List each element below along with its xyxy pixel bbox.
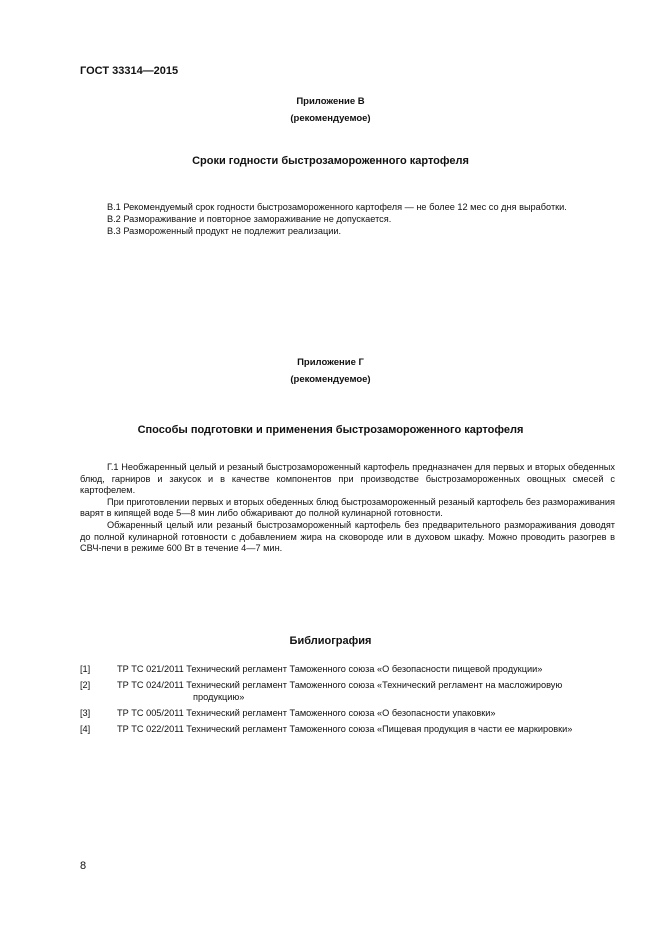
appendix-g-paragraph: Г.1 Необжаренный целый и резаный быстрозамороженный картофель предназначен для первых и вторых обеденных блюд, гарниров и закусок и в качестве компонентов при производстве быстрозамороженных овощных смесей с картофелем. (80, 462, 615, 496)
appendix-v-note: (рекомендуемое) (290, 113, 371, 124)
appendix-g-note: (рекомендуемое) (290, 374, 371, 385)
appendix-v-heading: Сроки годности быстрозамороженного картофеля (192, 155, 469, 167)
page-number: 8 (80, 860, 87, 872)
appendix-v-title: Приложение В (296, 96, 365, 107)
standard-header: ГОСТ 33314—2015 (80, 65, 179, 77)
appendix-g-paragraph: При приготовлении первых и вторых обеденных блюд быстрозамороженный резаный картофель без размораживания варят в кипящей воде 5—8 мин либо обжаривают до полной кулинарной готовности. (80, 496, 615, 519)
bibliography-entry (80, 680, 615, 703)
bibliography-entry-number: [4] (80, 723, 91, 734)
bibliography-entry-number: [3] (80, 707, 91, 718)
appendix-g-heading: Способы подготовки и применения быстрозамороженного картофеля (137, 424, 524, 436)
appendix-v-items (107, 202, 567, 237)
bibliography-entry-text: ТР ТС 022/2011 Технический регламент Таможенного союза «Пищевая продукция в части ее маркировки» (117, 723, 573, 734)
bibliography-title: Библиография (289, 635, 372, 647)
bibliography-entry-number: [1] (80, 664, 91, 674)
appendix-v-item: В.1 Рекомендуемый срок годности быстрозамороженного картофеля — не более 12 мес со дня выработки. (107, 202, 567, 212)
bibliography-entry (80, 724, 615, 736)
appendix-v-item: В.2 Размораживание и повторное замораживание не допускается. (107, 213, 392, 224)
bibliography-entry (80, 708, 615, 720)
appendix-v-item: В.3 Размороженный продукт не подлежит реализации. (107, 225, 342, 236)
bibliography-entry (80, 664, 615, 676)
appendix-g-body (80, 462, 615, 555)
bibliography-entry-number: [2] (80, 680, 91, 691)
bibliography-entry-text: ТР ТС 021/2011 Технический регламент Таможенного союза «О безопасности пищевой продукции» (117, 664, 543, 674)
appendix-g-title: Приложение Г (297, 357, 364, 368)
appendix-g-paragraph: Обжаренный целый или резаный быстрозамороженный картофель без предварительного размораживания доводят до полной кулинарной готовности с добавлением жира на сковороде или в духовом шкафу. Можно проводить разогрев в СВЧ-печи в режиме 600 Вт в течение 4—7 мин. (80, 519, 615, 554)
bibliography-entry-text: ТР ТС 024/2011 Технический регламент Таможенного союза «Технический регламент на масложировую продукцию» (117, 680, 563, 702)
bibliography-list (80, 664, 615, 740)
bibliography-entry-text: ТР ТС 005/2011 Технический регламент Таможенного союза «О безопасности упаковки» (117, 707, 496, 718)
